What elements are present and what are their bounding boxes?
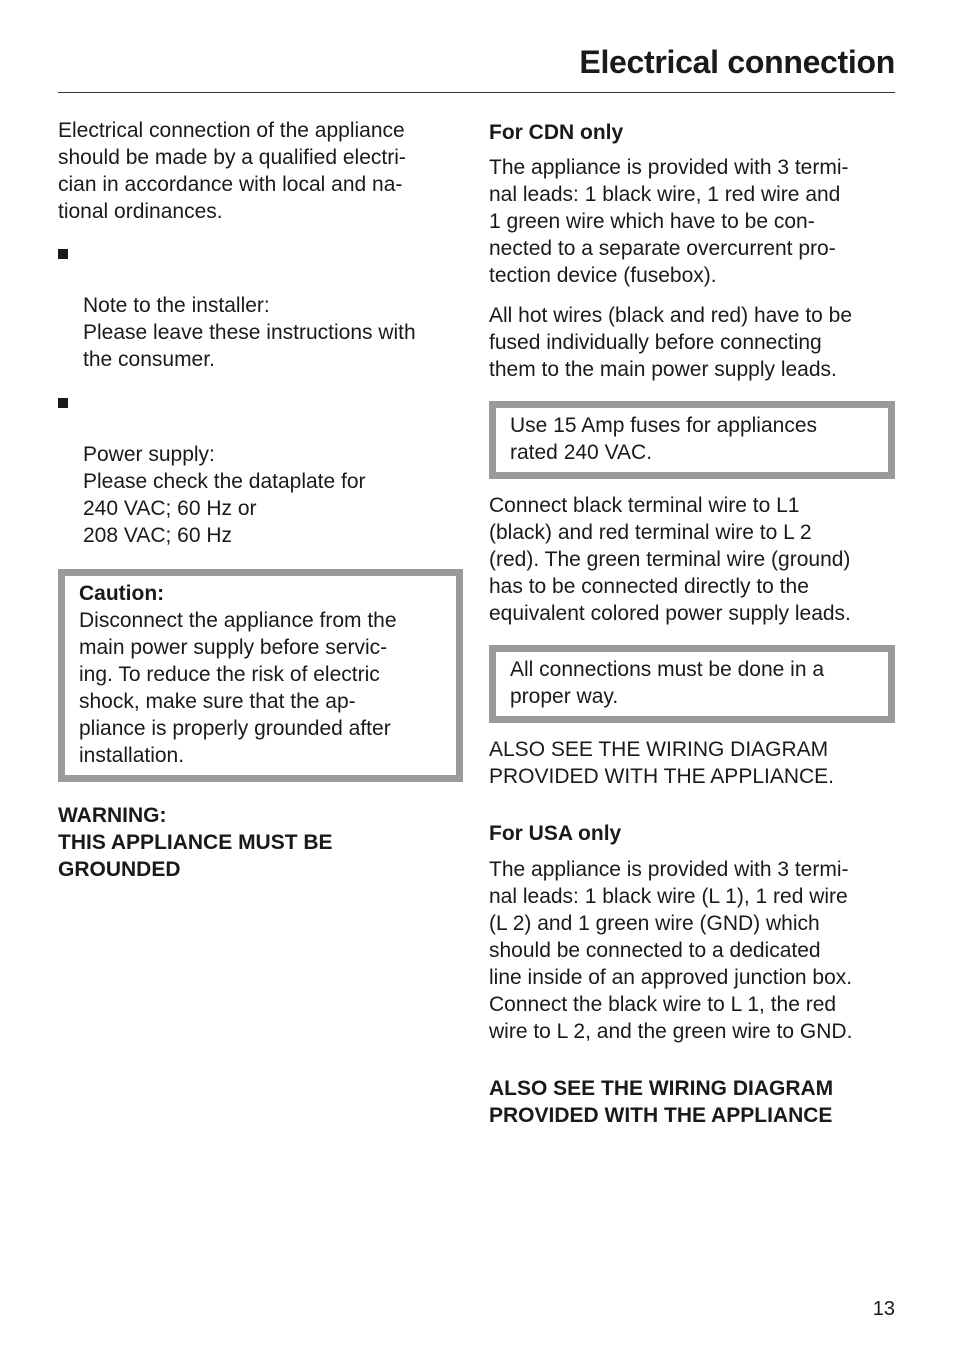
caution-title: Caution:	[79, 582, 165, 605]
cdn-wiring-diagram-note: ALSO SEE THE WIRING DIAGRAM PROVIDED WITH THE APPLIANCE.	[489, 738, 835, 788]
cdn-heading: For CDN only	[489, 121, 624, 144]
connections-note-box	[489, 645, 895, 723]
caution-text: Disconnect the appliance from the main power supply before servic- ing. To reduce the risk of electric shock, make sure that the ap- pliance is properly grounded after installation.	[79, 609, 397, 767]
list-item	[58, 238, 464, 373]
bullet-square-icon	[58, 249, 68, 259]
header-rule	[58, 92, 895, 93]
right-column	[489, 117, 895, 1129]
page-number: 13	[872, 1298, 895, 1320]
usa-paragraph: The appliance is provided with 3 termi- nal leads: 1 black wire (L 1), 1 red wire (L 2) and 1 green wire (GND) which should be connected to a dedicated line inside of an approved junction box. Connect the black wire to L 1, the red wire to L 2, and the green wire to GND.	[489, 858, 853, 1043]
cdn-paragraph-leads: The appliance is provided with 3 termi- nal leads: 1 black wire, 1 red wire and 1 green wire which have to be con- nected to a separate overcurrent pro- tection device (fusebox).	[489, 156, 849, 287]
page-title: Electrical connection	[579, 44, 895, 80]
caution-box	[58, 569, 463, 782]
fuse-note-text: Use 15 Amp fuses for appliances rated 240 VAC.	[510, 414, 818, 464]
installer-note: Note to the installer: Please leave these instructions with the consumer.	[83, 294, 416, 371]
power-supply-note: Power supply: Please check the dataplate for 240 VAC; 60 Hz or 208 VAC; 60 Hz	[83, 443, 366, 547]
list-item	[58, 387, 464, 549]
bullet-square-icon	[58, 398, 68, 408]
notes-list	[58, 238, 464, 549]
fuse-note-box	[489, 401, 895, 479]
grounding-warning: WARNING: THIS APPLIANCE MUST BE GROUNDED	[58, 804, 333, 881]
left-column	[58, 117, 464, 883]
usa-wiring-diagram-note: ALSO SEE THE WIRING DIAGRAM PROVIDED WITH THE APPLIANCE	[489, 1077, 834, 1127]
usa-heading: For USA only	[489, 822, 622, 845]
cdn-paragraph-connect: Connect black terminal wire to L1 (black) and red terminal wire to L 2 (red). The green terminal wire (ground) has to be connected directly to the equivalent colored power supply leads.	[489, 494, 851, 625]
connections-note-text: All connections must be done in a proper way.	[510, 658, 825, 708]
cdn-paragraph-fusing: All hot wires (black and red) have to be fused individually before connecting them to the main power supply leads.	[489, 304, 853, 381]
intro-paragraph: Electrical connection of the appliance should be made by a qualified electri- cian in accordance with local and na- tional ordinances.	[58, 119, 406, 223]
